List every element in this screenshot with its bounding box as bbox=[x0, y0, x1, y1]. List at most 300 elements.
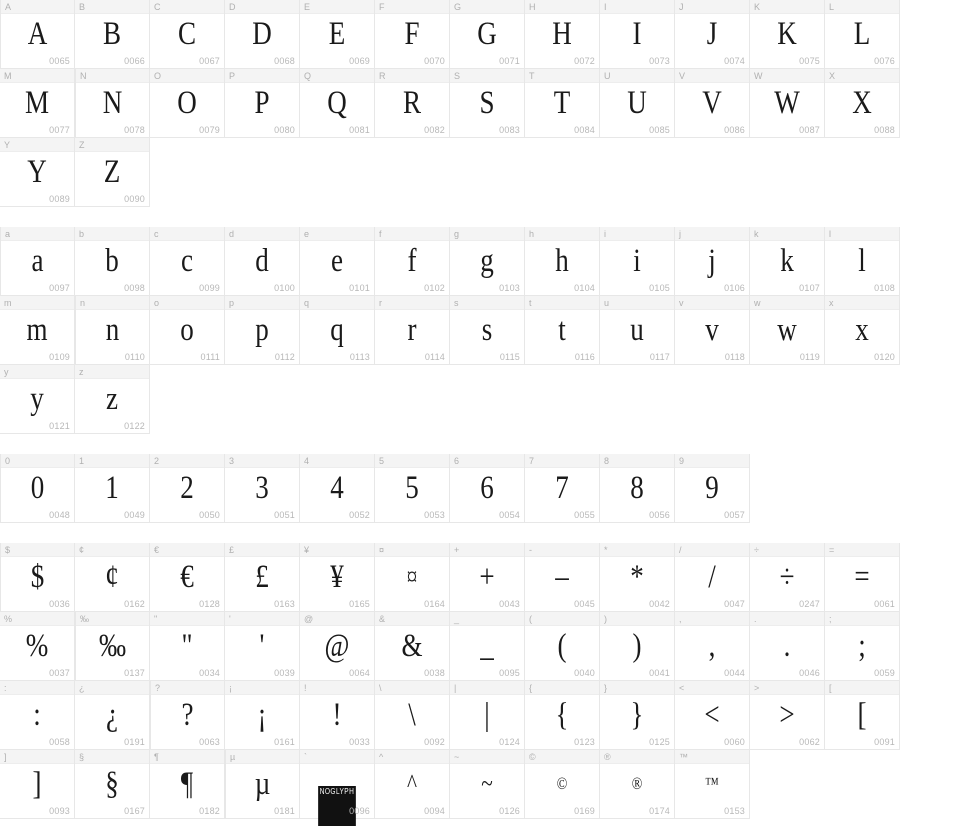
glyph-cell[interactable] bbox=[525, 0, 600, 69]
glyph-char-label: s bbox=[450, 296, 524, 310]
glyph-char-label: h bbox=[525, 227, 599, 241]
glyph-cell[interactable] bbox=[600, 0, 675, 69]
glyph-char-label: u bbox=[600, 296, 674, 310]
glyph-code: 0110 bbox=[124, 352, 145, 362]
glyph-char-label: } bbox=[600, 681, 674, 695]
glyph-char-label: z bbox=[75, 365, 149, 379]
glyph-code: 0064 bbox=[349, 668, 370, 678]
glyph-char-label: ~ bbox=[450, 750, 524, 764]
glyph-cell[interactable] bbox=[75, 296, 150, 365]
glyph-cell[interactable] bbox=[150, 454, 225, 523]
glyph-code: 0079 bbox=[199, 125, 220, 135]
glyph-cell[interactable] bbox=[0, 750, 75, 819]
glyph-cell[interactable] bbox=[0, 138, 75, 207]
glyph-char-label: € bbox=[150, 543, 224, 557]
glyph-char-label: N bbox=[76, 69, 149, 83]
glyph-code: 0114 bbox=[424, 352, 445, 362]
glyph-cell[interactable] bbox=[225, 750, 300, 819]
glyph-render: 7 bbox=[555, 470, 569, 506]
glyph-code: 0041 bbox=[649, 668, 670, 678]
glyph-render: ® bbox=[631, 774, 643, 793]
glyph-code: 0100 bbox=[274, 283, 295, 293]
glyph-char-label: f bbox=[375, 227, 449, 241]
glyph-render: k bbox=[780, 243, 794, 279]
glyph-render: H bbox=[552, 16, 572, 52]
glyph-char-label: 9 bbox=[675, 454, 749, 468]
glyph-code: 0093 bbox=[49, 806, 70, 816]
glyph-code: 0112 bbox=[274, 352, 295, 362]
glyph-cell[interactable] bbox=[750, 0, 825, 69]
glyph-code: 0153 bbox=[724, 806, 745, 816]
glyph-code: 0182 bbox=[199, 806, 220, 816]
glyph-code: 0108 bbox=[874, 283, 895, 293]
glyph-code: 0066 bbox=[124, 56, 145, 66]
glyph-char-label: 7 bbox=[525, 454, 599, 468]
glyph-char-label: ¥ bbox=[300, 543, 374, 557]
glyph-code: 0115 bbox=[499, 352, 520, 362]
glyph-code: 0125 bbox=[649, 737, 670, 747]
glyph-cell[interactable] bbox=[0, 365, 75, 434]
glyph-code: 0095 bbox=[499, 668, 520, 678]
glyph-code: 0051 bbox=[274, 510, 295, 520]
glyph-render: f bbox=[407, 243, 417, 279]
glyph-cell[interactable] bbox=[825, 227, 900, 296]
glyph-cell[interactable] bbox=[750, 681, 825, 750]
glyph-render: u bbox=[630, 312, 644, 348]
glyph-cell[interactable] bbox=[600, 543, 675, 612]
glyph-code: 0191 bbox=[124, 737, 145, 747]
glyph-cell[interactable] bbox=[825, 69, 900, 138]
glyph-render: S bbox=[479, 85, 495, 121]
glyph-code: 0091 bbox=[874, 737, 895, 747]
glyph-render: ¤ bbox=[406, 562, 418, 591]
glyph-cell[interactable] bbox=[750, 543, 825, 612]
glyph-render: m bbox=[26, 312, 48, 348]
glyph-cell[interactable] bbox=[375, 612, 450, 681]
glyph-char-label: c bbox=[150, 227, 224, 241]
glyph-cell[interactable] bbox=[0, 454, 75, 523]
glyph-cell[interactable] bbox=[75, 454, 150, 523]
glyph-code: 0068 bbox=[274, 56, 295, 66]
glyph-code: 0062 bbox=[799, 737, 820, 747]
glyph-render: . bbox=[783, 628, 791, 664]
glyph-render: + bbox=[479, 559, 495, 595]
glyph-cell[interactable] bbox=[525, 454, 600, 523]
glyph-char-label: Y bbox=[0, 138, 74, 152]
glyph-char-label: ' bbox=[225, 612, 299, 626]
glyph-cell[interactable] bbox=[300, 296, 375, 365]
glyph-char-label: ‰ bbox=[76, 612, 149, 626]
glyph-char-label: @ bbox=[300, 612, 374, 626]
glyph-char-label: U bbox=[600, 69, 674, 83]
glyph-render: ] bbox=[32, 766, 42, 802]
glyph-cell[interactable] bbox=[600, 296, 675, 365]
glyph-cell[interactable] bbox=[75, 750, 150, 819]
glyph-cell[interactable] bbox=[225, 296, 300, 365]
glyph-cell[interactable] bbox=[225, 681, 300, 750]
glyph-cell[interactable] bbox=[675, 681, 750, 750]
glyph-cell[interactable] bbox=[150, 69, 225, 138]
glyph-render: ™ bbox=[705, 774, 719, 793]
glyph-cell[interactable] bbox=[300, 454, 375, 523]
glyph-code: 0137 bbox=[124, 668, 145, 678]
glyph-cell[interactable] bbox=[525, 227, 600, 296]
glyph-cell[interactable] bbox=[300, 69, 375, 138]
glyph-char-label: j bbox=[675, 227, 749, 241]
glyph-render: a bbox=[31, 243, 44, 279]
glyph-cell[interactable] bbox=[150, 227, 225, 296]
glyph-char-label: § bbox=[75, 750, 149, 764]
glyph-cell[interactable] bbox=[600, 227, 675, 296]
glyph-cell[interactable] bbox=[375, 681, 450, 750]
glyph-code: 0040 bbox=[574, 668, 595, 678]
glyph-code: 0069 bbox=[349, 56, 370, 66]
glyph-cell[interactable] bbox=[450, 227, 525, 296]
glyph-render: < bbox=[704, 697, 720, 733]
glyph-render: n bbox=[105, 312, 120, 348]
glyph-cell[interactable] bbox=[225, 543, 300, 612]
glyph-cell[interactable] bbox=[375, 296, 450, 365]
glyph-cell[interactable] bbox=[0, 681, 75, 750]
glyph-cell[interactable] bbox=[0, 612, 75, 681]
glyph-cell[interactable] bbox=[375, 227, 450, 296]
glyph-cell[interactable] bbox=[75, 543, 150, 612]
glyph-code: 0119 bbox=[799, 352, 820, 362]
glyph-cell[interactable] bbox=[0, 543, 75, 612]
glyph-char-label: ` bbox=[300, 750, 374, 764]
glyph-char-label: B bbox=[75, 0, 149, 14]
glyph-render: D bbox=[252, 16, 272, 52]
glyph-char-label: ] bbox=[0, 750, 74, 764]
glyph-render: { bbox=[555, 697, 569, 733]
glyph-code: 0052 bbox=[349, 510, 370, 520]
glyph-char-label: 5 bbox=[375, 454, 449, 468]
glyph-render: q bbox=[330, 312, 344, 348]
glyph-render: T bbox=[553, 85, 571, 121]
glyph-cell[interactable] bbox=[0, 69, 75, 138]
glyph-render: & bbox=[401, 628, 423, 664]
glyph-cell[interactable] bbox=[450, 69, 525, 138]
glyph-code: 0099 bbox=[199, 283, 220, 293]
glyph-cell[interactable] bbox=[225, 69, 300, 138]
glyph-char-label: 0 bbox=[1, 454, 74, 468]
glyph-cell[interactable] bbox=[825, 0, 900, 69]
glyph-cell[interactable] bbox=[0, 227, 75, 296]
glyph-char-label: m bbox=[0, 296, 74, 310]
glyph-code: 0089 bbox=[49, 194, 70, 204]
glyph-code: 0084 bbox=[574, 125, 595, 135]
glyph-cell[interactable] bbox=[300, 681, 375, 750]
glyph-code: 0092 bbox=[424, 737, 445, 747]
glyph-render: , bbox=[708, 628, 716, 664]
glyph-cell[interactable] bbox=[225, 227, 300, 296]
glyph-render: ¥ bbox=[330, 559, 344, 595]
glyph-render: ' bbox=[259, 628, 265, 664]
glyph-code: 0046 bbox=[799, 668, 820, 678]
glyph-render: $ bbox=[30, 559, 45, 595]
glyph-cell[interactable] bbox=[600, 69, 675, 138]
glyph-char-label: H bbox=[525, 0, 599, 14]
glyph-cell[interactable] bbox=[0, 296, 75, 365]
glyph-cell[interactable] bbox=[300, 612, 375, 681]
glyph-render: A bbox=[27, 16, 48, 52]
glyph-render: 4 bbox=[330, 470, 344, 506]
glyph-cell[interactable] bbox=[75, 612, 150, 681]
glyph-code: 0096 bbox=[349, 806, 370, 816]
glyph-render: s bbox=[481, 312, 493, 348]
glyph-cell[interactable] bbox=[375, 543, 450, 612]
glyph-char-label: x bbox=[825, 296, 899, 310]
glyph-cell[interactable] bbox=[450, 543, 525, 612]
glyph-render: Q bbox=[327, 85, 347, 121]
glyph-render: v bbox=[705, 312, 719, 348]
glyph-code: 0065 bbox=[49, 56, 70, 66]
glyph-code: 0036 bbox=[49, 599, 70, 609]
glyph-char-label: ¤ bbox=[375, 543, 449, 557]
glyph-render: P bbox=[254, 85, 270, 121]
glyph-cell[interactable] bbox=[450, 681, 525, 750]
glyph-code: 0167 bbox=[124, 806, 145, 816]
glyph-cell[interactable] bbox=[450, 0, 525, 69]
glyph-cell[interactable] bbox=[675, 0, 750, 69]
glyph-code: 0055 bbox=[574, 510, 595, 520]
glyph-render: ( bbox=[557, 628, 567, 664]
glyph-cell[interactable] bbox=[225, 612, 300, 681]
glyph-render: c bbox=[180, 243, 194, 279]
glyph-code: 0045 bbox=[574, 599, 595, 609]
glyph-render: ¿ bbox=[105, 697, 119, 733]
glyph-code: 0044 bbox=[724, 668, 745, 678]
glyph-render: L bbox=[853, 16, 871, 52]
glyph-render: g bbox=[480, 243, 494, 279]
glyph-char-label: . bbox=[750, 612, 824, 626]
glyph-cell[interactable] bbox=[75, 227, 150, 296]
glyph-code: 0163 bbox=[274, 599, 295, 609]
glyph-code: 0102 bbox=[424, 283, 445, 293]
glyph-char-label: > bbox=[750, 681, 824, 695]
glyph-code: 0128 bbox=[199, 599, 220, 609]
glyph-cell[interactable] bbox=[150, 296, 225, 365]
glyph-code: 0181 bbox=[274, 806, 295, 816]
glyph-code: 0038 bbox=[424, 668, 445, 678]
glyph-cell[interactable] bbox=[375, 0, 450, 69]
glyph-cell[interactable] bbox=[150, 612, 225, 681]
glyph-code: 0109 bbox=[49, 352, 70, 362]
glyph-cell[interactable] bbox=[600, 750, 675, 819]
glyph-cell[interactable] bbox=[75, 681, 150, 750]
glyph-cell[interactable] bbox=[675, 454, 750, 523]
glyph-code: 0067 bbox=[199, 56, 220, 66]
glyph-cell[interactable] bbox=[525, 69, 600, 138]
glyph-cell[interactable] bbox=[300, 543, 375, 612]
glyph-render: 6 bbox=[480, 470, 494, 506]
glyph-char-label: ™ bbox=[675, 750, 749, 764]
glyph-code: 0097 bbox=[49, 283, 70, 293]
glyph-cell[interactable] bbox=[375, 454, 450, 523]
glyph-code: 0116 bbox=[574, 352, 595, 362]
glyph-cell[interactable] bbox=[375, 69, 450, 138]
glyph-cell[interactable] bbox=[675, 227, 750, 296]
glyph-code: 0111 bbox=[200, 352, 220, 362]
glyph-render: N bbox=[102, 85, 123, 121]
glyph-render: [ bbox=[857, 697, 867, 733]
glyph-code: 0169 bbox=[574, 806, 595, 816]
glyph-block-lowercase-letters bbox=[0, 227, 970, 434]
glyph-code: 0098 bbox=[124, 283, 145, 293]
glyph-cell[interactable] bbox=[825, 296, 900, 365]
glyph-cell[interactable] bbox=[825, 612, 900, 681]
glyph-render: * bbox=[630, 559, 644, 595]
glyph-cell[interactable] bbox=[675, 69, 750, 138]
glyph-cell[interactable] bbox=[450, 454, 525, 523]
glyph-char-label: $ bbox=[1, 543, 74, 557]
glyph-cell[interactable] bbox=[300, 0, 375, 69]
glyph-char-label: ; bbox=[825, 612, 899, 626]
glyph-char-label: X bbox=[825, 69, 899, 83]
glyph-code: 0077 bbox=[49, 125, 70, 135]
glyph-render: l bbox=[858, 243, 866, 279]
glyph-block-digits bbox=[0, 454, 970, 523]
glyph-cell[interactable] bbox=[600, 454, 675, 523]
glyph-render: 9 bbox=[705, 470, 719, 506]
glyph-cell[interactable] bbox=[225, 0, 300, 69]
glyph-code: 0118 bbox=[724, 352, 745, 362]
glyph-char-label: v bbox=[675, 296, 749, 310]
glyph-render: z bbox=[105, 381, 119, 417]
glyph-char-label: E bbox=[300, 0, 374, 14]
glyph-cell[interactable] bbox=[300, 227, 375, 296]
glyph-char-label: D bbox=[225, 0, 299, 14]
glyph-cell[interactable] bbox=[450, 296, 525, 365]
glyph-char-label: : bbox=[0, 681, 74, 695]
glyph-render: ) bbox=[632, 628, 642, 664]
glyph-cell[interactable] bbox=[0, 0, 75, 69]
glyph-char-label: t bbox=[525, 296, 599, 310]
glyph-render: ? bbox=[181, 697, 194, 733]
glyph-code: 0056 bbox=[649, 510, 670, 520]
glyph-render: o bbox=[180, 312, 194, 348]
glyph-cell[interactable] bbox=[525, 296, 600, 365]
glyph-char-label: p bbox=[225, 296, 299, 310]
glyph-code: 0071 bbox=[499, 56, 520, 66]
glyph-char-label: ¡ bbox=[225, 681, 299, 695]
glyph-cell[interactable] bbox=[375, 750, 450, 819]
glyph-code: 0058 bbox=[49, 737, 70, 747]
glyph-code: 0086 bbox=[724, 125, 745, 135]
glyph-cell[interactable] bbox=[825, 681, 900, 750]
glyph-char-label: d bbox=[225, 227, 299, 241]
glyph-char-label: ^ bbox=[375, 750, 449, 764]
glyph-render: Z bbox=[103, 154, 121, 190]
glyph-code: 0162 bbox=[124, 599, 145, 609]
glyph-render: K bbox=[777, 16, 797, 52]
glyph-block-uppercase-letters bbox=[0, 0, 970, 207]
glyph-char-label: ! bbox=[300, 681, 374, 695]
glyph-cell[interactable] bbox=[450, 750, 525, 819]
glyph-cell[interactable] bbox=[525, 543, 600, 612]
glyph-char-label: l bbox=[825, 227, 899, 241]
glyph-render: ¡ bbox=[257, 697, 267, 733]
glyph-cell[interactable] bbox=[75, 365, 150, 434]
glyph-cell[interactable] bbox=[150, 750, 225, 819]
glyph-code: 0090 bbox=[124, 194, 145, 204]
glyph-cell[interactable] bbox=[675, 750, 750, 819]
glyph-cell[interactable] bbox=[450, 612, 525, 681]
glyph-cell[interactable] bbox=[750, 69, 825, 138]
glyph-render: : bbox=[33, 697, 41, 733]
glyph-render: W bbox=[774, 85, 800, 121]
glyph-char-label: i bbox=[600, 227, 674, 241]
glyph-char-label: P bbox=[225, 69, 299, 83]
glyph-render: x bbox=[855, 312, 869, 348]
glyph-cell[interactable] bbox=[525, 681, 600, 750]
glyph-code: 0070 bbox=[424, 56, 445, 66]
glyph-cell[interactable] bbox=[75, 69, 150, 138]
glyph-code: 0061 bbox=[874, 599, 895, 609]
glyph-code: 0072 bbox=[574, 56, 595, 66]
glyph-cell[interactable] bbox=[525, 750, 600, 819]
glyph-char-label: = bbox=[825, 543, 899, 557]
glyph-render: " bbox=[181, 628, 193, 664]
glyph-char-label: q bbox=[300, 296, 374, 310]
glyph-cell[interactable] bbox=[75, 0, 150, 69]
glyph-cell[interactable] bbox=[825, 543, 900, 612]
glyph-render: R bbox=[402, 85, 422, 121]
glyph-char-label: | bbox=[450, 681, 524, 695]
glyph-cell[interactable] bbox=[675, 612, 750, 681]
glyph-cell[interactable] bbox=[600, 681, 675, 750]
glyph-code: 0120 bbox=[874, 352, 895, 362]
glyph-cell[interactable] bbox=[225, 454, 300, 523]
glyph-code: 0165 bbox=[349, 599, 370, 609]
glyph-code: 0083 bbox=[499, 125, 520, 135]
glyph-char-label: L bbox=[825, 0, 899, 14]
glyph-render: C bbox=[177, 16, 197, 52]
glyph-char-label: - bbox=[525, 543, 599, 557]
glyph-render: @ bbox=[324, 628, 350, 664]
glyph-code: 0174 bbox=[649, 806, 670, 816]
glyph-render: F bbox=[404, 16, 420, 52]
glyph-cell[interactable] bbox=[150, 681, 225, 750]
glyph-char-label: R bbox=[375, 69, 449, 83]
glyph-render: y bbox=[30, 381, 44, 417]
glyph-cell[interactable] bbox=[750, 612, 825, 681]
glyph-code: 0033 bbox=[349, 737, 370, 747]
glyph-cell[interactable] bbox=[675, 296, 750, 365]
glyph-cell[interactable] bbox=[600, 612, 675, 681]
glyph-char-label: a bbox=[1, 227, 74, 241]
glyph-cell[interactable] bbox=[150, 0, 225, 69]
glyph-cell[interactable] bbox=[675, 543, 750, 612]
glyph-cell[interactable] bbox=[750, 296, 825, 365]
glyph-char-label: ¢ bbox=[75, 543, 149, 557]
glyph-render: b bbox=[105, 243, 119, 279]
glyph-render: | bbox=[484, 697, 490, 733]
glyph-cell[interactable] bbox=[150, 543, 225, 612]
glyph-char-label: e bbox=[300, 227, 374, 241]
glyph-cell[interactable] bbox=[75, 138, 150, 207]
glyph-render: U bbox=[627, 85, 647, 121]
glyph-char-label: Q bbox=[300, 69, 374, 83]
glyph-cell[interactable] bbox=[750, 227, 825, 296]
glyph-code: 0054 bbox=[499, 510, 520, 520]
glyph-char-label: W bbox=[750, 69, 824, 83]
glyph-cell[interactable] bbox=[300, 750, 375, 819]
glyph-cell[interactable] bbox=[525, 612, 600, 681]
glyph-render: ¢ bbox=[105, 559, 119, 595]
glyph-render: O bbox=[177, 85, 197, 121]
glyph-render: § bbox=[105, 766, 119, 802]
